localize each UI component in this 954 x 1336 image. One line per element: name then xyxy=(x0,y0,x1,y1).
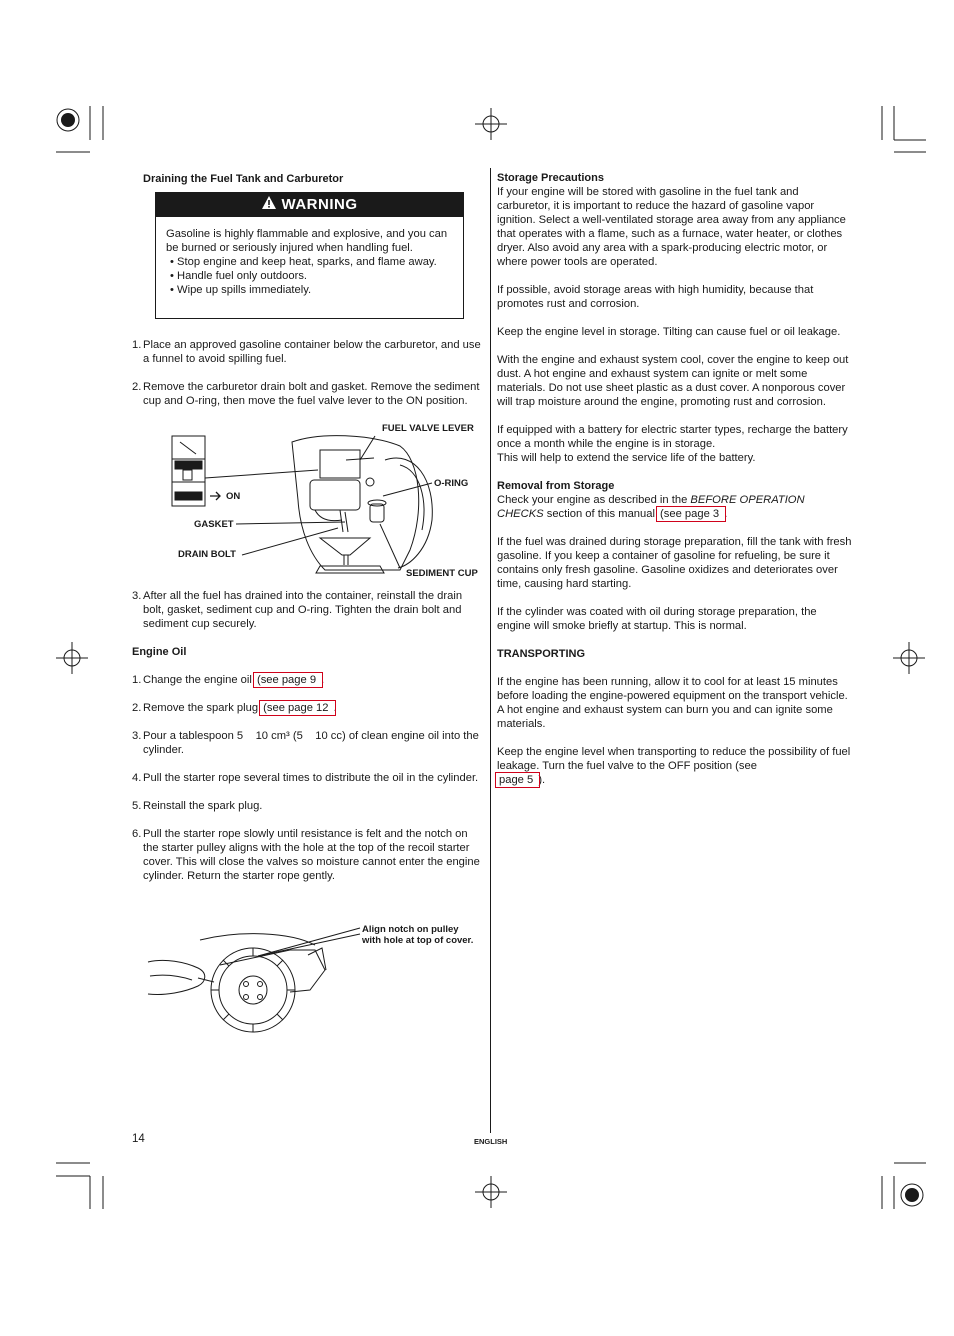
right-column xyxy=(497,171,853,787)
carburetor-illustration xyxy=(170,420,485,585)
removal-from-storage-title: Removal from Storage xyxy=(497,480,615,492)
label-fuel-valve-lever: FUEL VALVE LEVER xyxy=(382,423,474,434)
label-gasket: GASKET xyxy=(194,519,234,530)
removal-paragraph-1: Check your engine as described in the BEFORE OPERATION CHECKS section of this manual (see page 3 . xyxy=(497,494,805,520)
link-see-page-3[interactable]: (see page 3 xyxy=(660,508,723,520)
engine-oil-step-2: 2. Remove the spark plug (see page 12 . xyxy=(132,702,337,714)
storage-paragraph-5b: This will help to extend the service life of the battery. xyxy=(497,452,756,464)
drain-steps-1-2 xyxy=(132,338,484,408)
warning-triangle-icon xyxy=(262,193,276,217)
storage-paragraph-2: If possible, avoid storage areas with high humidity, because that promotes rust and corrosion. xyxy=(497,284,814,310)
engine-oil-step-3: 3. Pour a tablespoon 5 10 cm³ (5 10 cc) of clean engine oil into the cylinder. xyxy=(132,730,482,756)
engine-oil-title: Engine Oil xyxy=(132,646,187,658)
engine-oil-step-6: 6. Pull the starter rope slowly until resistance is felt and the notch on the starter pulley aligns with the hole at the top of the recoil starter cover. This will close the valves so moisture cannot enter the engine cylinder. Return the starter rope gently. xyxy=(132,828,480,882)
storage-paragraph-1: If your engine will be stored with gasoline in the fuel tank and carburetor, it is important to reduce the hazard of gasoline vapor ignition. Select a well-ventilated storage area away from any appliance that operates with a flame, such as a furnace, water heater, or clothes dryer. Also avoid any area with a spark-producing electric motor, or where power tools are operated. xyxy=(497,186,846,268)
engine-oil-step-1: 1. Change the engine oil (see page 9 . xyxy=(132,674,325,686)
label-sediment-cup: SEDIMENT CUP xyxy=(406,568,478,579)
link-see-page-9[interactable]: (see page 9 xyxy=(256,674,320,686)
label-o-ring: O-RING xyxy=(434,478,469,489)
warning-bullet-1: • Stop engine and keep heat, sparks, and flame away. xyxy=(170,256,437,268)
drain-step-1: 1. Place an approved gasoline container below the carburetor, and use a funnel to avoid spilling fuel. xyxy=(132,339,481,365)
removal-paragraph-2: If the fuel was drained during storage preparation, fill the tank with fresh gasoline. If you keep a container of gasoline for refueling, be sure it contains only fresh gasoline. Gasoline oxidizes and deteriorates over time, causing hard starting. xyxy=(497,536,852,590)
drain-step-2: 2. Remove the carburetor drain bolt and gasket. Remove the sediment cup and O-ring, then move the fuel valve lever to the ON position. xyxy=(132,381,480,407)
engine-oil-step-5: 5. Reinstall the spark plug. xyxy=(132,800,263,812)
warning-bullet-2: • Handle fuel only outdoors. xyxy=(170,270,308,282)
storage-paragraph-3: Keep the engine level in storage. Tilting can cause fuel or oil leakage. xyxy=(497,326,841,338)
warning-body xyxy=(156,217,463,297)
drain-step-3: 3. After all the fuel has drained into the container, reinstall the drain bolt, gasket, sediment cup and O-ring. Tighten the drain bolt and sediment cup securely. xyxy=(132,590,463,630)
transport-paragraph-2-end: page 5 ). xyxy=(499,774,546,786)
label-drain-bolt: DRAIN BOLT xyxy=(178,549,236,560)
label-on: ON xyxy=(226,491,241,502)
recoil-starter-figure xyxy=(140,920,485,1035)
label-align-notch-line2: with hole at top of cover. xyxy=(362,935,474,946)
carburetor-figure xyxy=(170,420,485,585)
engine-oil-step-4: 4. Pull the starter rope several times to distribute the oil in the cylinder. xyxy=(132,772,479,784)
storage-precautions-title: Storage Precautions xyxy=(497,172,604,184)
warning-box xyxy=(155,192,464,319)
link-see-page-5[interactable]: page 5 xyxy=(499,774,537,786)
page-number: 14 xyxy=(132,1133,145,1145)
link-see-page-12[interactable]: (see page 12 xyxy=(263,702,332,714)
storage-paragraph-4: With the engine and exhaust system cool, cover the engine to keep out dust. A hot engine and exhaust system can ignite or melt some materials. Do not use sheet plastic as a dust cover. A nonporous cover will trap moisture around the engine, promoting rust and corrosion. xyxy=(497,354,849,408)
warning-text: Gasoline is highly flammable and explosive, and you can be burned or seriously injured when handling fuel. xyxy=(166,228,448,254)
section-title-draining: Draining the Fuel Tank and Carburetor xyxy=(143,173,344,185)
column-divider xyxy=(490,168,491,1133)
warning-header xyxy=(156,193,463,217)
engine-oil-section xyxy=(132,645,484,883)
transport-paragraph-1: If the engine has been running, allow it to cool for at least 15 minutes before loading the engine-powered equipment on the transport vehicle. A hot engine and exhaust system can burn you and can ignite some materials. xyxy=(497,676,848,730)
warning-label: WARNING xyxy=(281,196,358,213)
footer-language: ENGLISH xyxy=(474,1137,508,1146)
transporting-title: TRANSPORTING xyxy=(497,648,585,660)
label-align-notch-line1: Align notch on pulley xyxy=(362,924,459,935)
warning-bullet-3: • Wipe up spills immediately. xyxy=(170,284,312,296)
drain-step-3-block xyxy=(132,589,484,631)
transport-paragraph-2: Keep the engine level when transporting to reduce the possibility of fuel leakage. Turn the fuel valve to the OFF position (see xyxy=(497,746,851,772)
removal-paragraph-3: If the cylinder was coated with oil during storage preparation, the engine will smoke briefly at startup. This is normal. xyxy=(497,606,817,632)
storage-paragraph-5: If equipped with a battery for electric starter types, recharge the battery once a month while the engine is in storage. xyxy=(497,424,848,450)
